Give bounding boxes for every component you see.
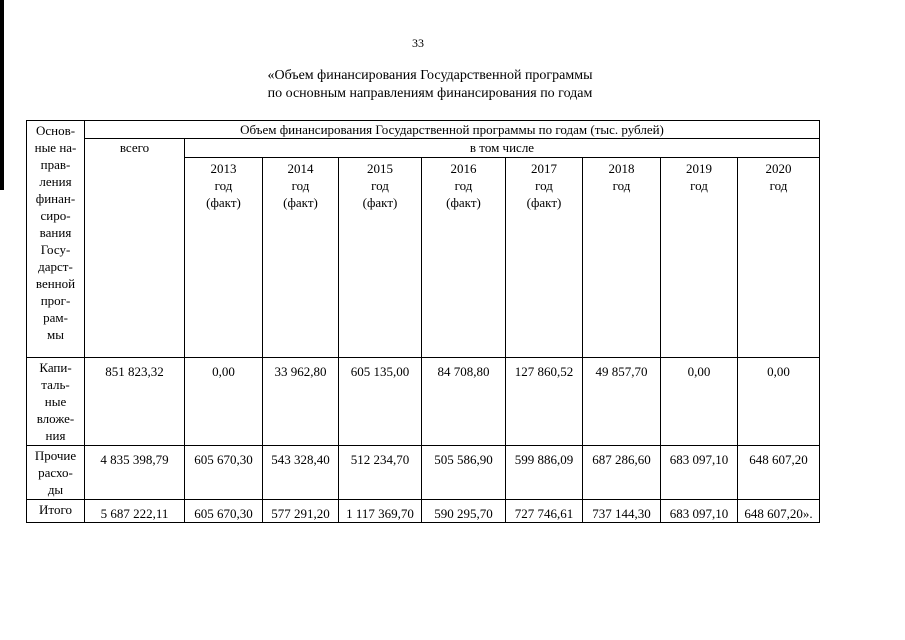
value-cell: 84 708,80	[422, 358, 506, 446]
including-header: в том числе	[185, 139, 820, 158]
table-row	[27, 500, 820, 523]
row-label-line: вложе-	[36, 411, 75, 426]
value-cell: 851 823,32	[85, 358, 185, 446]
table-row	[27, 446, 820, 500]
table-row	[27, 358, 820, 446]
row-label-line: Капи-	[39, 360, 72, 375]
value-cell: 605 670,30	[185, 446, 263, 500]
year-header-line: 2016	[450, 161, 477, 176]
row-label-line: ные	[44, 394, 67, 409]
year-header-line: год	[690, 178, 708, 193]
directions-header-line: мы	[47, 327, 64, 342]
directions-header-line: прог-	[40, 293, 71, 308]
value-cell: 33 962,80	[263, 358, 339, 446]
value-cell: 648 607,20».	[738, 500, 820, 523]
value-cell: 49 857,70	[583, 358, 661, 446]
row-label-line: ды	[47, 482, 64, 497]
year-header-line: 2018	[608, 161, 635, 176]
row-label	[27, 500, 85, 523]
year-header-line: 2013	[210, 161, 237, 176]
year-header	[738, 158, 820, 358]
row-label	[27, 446, 85, 500]
directions-header-line: прав-	[40, 157, 71, 172]
row-label-line: Итого	[39, 502, 72, 517]
value-cell: 4 835 398,79	[85, 446, 185, 500]
value-cell: 505 586,90	[422, 446, 506, 500]
year-header	[185, 158, 263, 358]
financing-table	[26, 120, 820, 523]
value-cell: 0,00	[661, 358, 738, 446]
year-header-line: (факт)	[283, 195, 318, 210]
directions-header-line: Основ-	[35, 123, 76, 138]
year-header-line: 2015	[367, 161, 393, 176]
value-cell: 512 234,70	[339, 446, 422, 500]
year-header-line: год	[371, 178, 389, 193]
year-header	[661, 158, 738, 358]
directions-header-line: ления	[39, 174, 72, 189]
value-cell: 0,00	[738, 358, 820, 446]
document-title	[180, 67, 680, 103]
value-cell: 1 117 369,70	[339, 500, 422, 523]
year-header-line: год	[535, 178, 553, 193]
value-cell: 605 670,30	[185, 500, 263, 523]
value-cell: 599 886,09	[506, 446, 583, 500]
year-header-line: (факт)	[206, 195, 241, 210]
directions-header-line: Госу-	[40, 242, 71, 257]
value-cell: 543 328,40	[263, 446, 339, 500]
year-header-line: год	[291, 178, 310, 193]
year-header-line: (факт)	[526, 195, 562, 210]
year-header-line: 2014	[287, 161, 314, 176]
year-header	[583, 158, 661, 358]
financing-header: Объем финансирования Государственной программы по годам (тыс. рублей)	[85, 121, 820, 139]
year-header-line: 2020	[765, 161, 792, 176]
title-line-2: по основным направлениям финансирования по годам	[267, 86, 593, 101]
year-header	[506, 158, 583, 358]
page-number: 33	[412, 36, 424, 50]
year-header	[263, 158, 339, 358]
year-header	[422, 158, 506, 358]
value-cell: 683 097,10	[661, 500, 738, 523]
year-header-line: год	[612, 178, 631, 193]
value-cell: 127 860,52	[506, 358, 583, 446]
row-label	[27, 358, 85, 446]
value-cell: 683 097,10	[661, 446, 738, 500]
directions-header-line: рам-	[43, 310, 68, 325]
directions-header-line: венной	[35, 276, 76, 291]
row-label-line: расхо-	[38, 465, 73, 480]
year-header-line: год	[769, 178, 788, 193]
year-header-line: год	[454, 178, 473, 193]
directions-header	[27, 121, 85, 358]
value-cell: 0,00	[185, 358, 263, 446]
value-cell: 5 687 222,11	[85, 500, 185, 523]
value-cell: 590 295,70	[422, 500, 506, 523]
value-cell: 648 607,20	[738, 446, 820, 500]
year-header-line: 2019	[686, 161, 712, 176]
row-label-line: Прочие	[34, 448, 77, 463]
directions-header-line: дарст-	[38, 259, 73, 274]
value-cell: 737 144,30	[583, 500, 661, 523]
value-cell: 577 291,20	[263, 500, 339, 523]
year-header-line: (факт)	[362, 195, 398, 210]
left-margin-bar	[0, 0, 4, 190]
directions-header-line: ные на-	[34, 140, 77, 155]
value-cell: 727 746,61	[506, 500, 583, 523]
year-header-line: 2017	[531, 161, 557, 176]
directions-header-line: сиро-	[40, 208, 71, 223]
value-cell: 605 135,00	[339, 358, 422, 446]
row-label-line: ния	[45, 428, 66, 443]
year-header	[339, 158, 422, 358]
row-label-line: таль-	[41, 377, 70, 392]
year-header-line: (факт)	[446, 195, 481, 210]
total-header: всего	[85, 139, 185, 358]
directions-header-line: вания	[39, 225, 72, 240]
value-cell: 687 286,60	[583, 446, 661, 500]
directions-header-line: финан-	[35, 191, 76, 206]
title-line-1: «Объем финансирования Государственной программы	[267, 68, 593, 83]
year-header-line: год	[214, 178, 233, 193]
